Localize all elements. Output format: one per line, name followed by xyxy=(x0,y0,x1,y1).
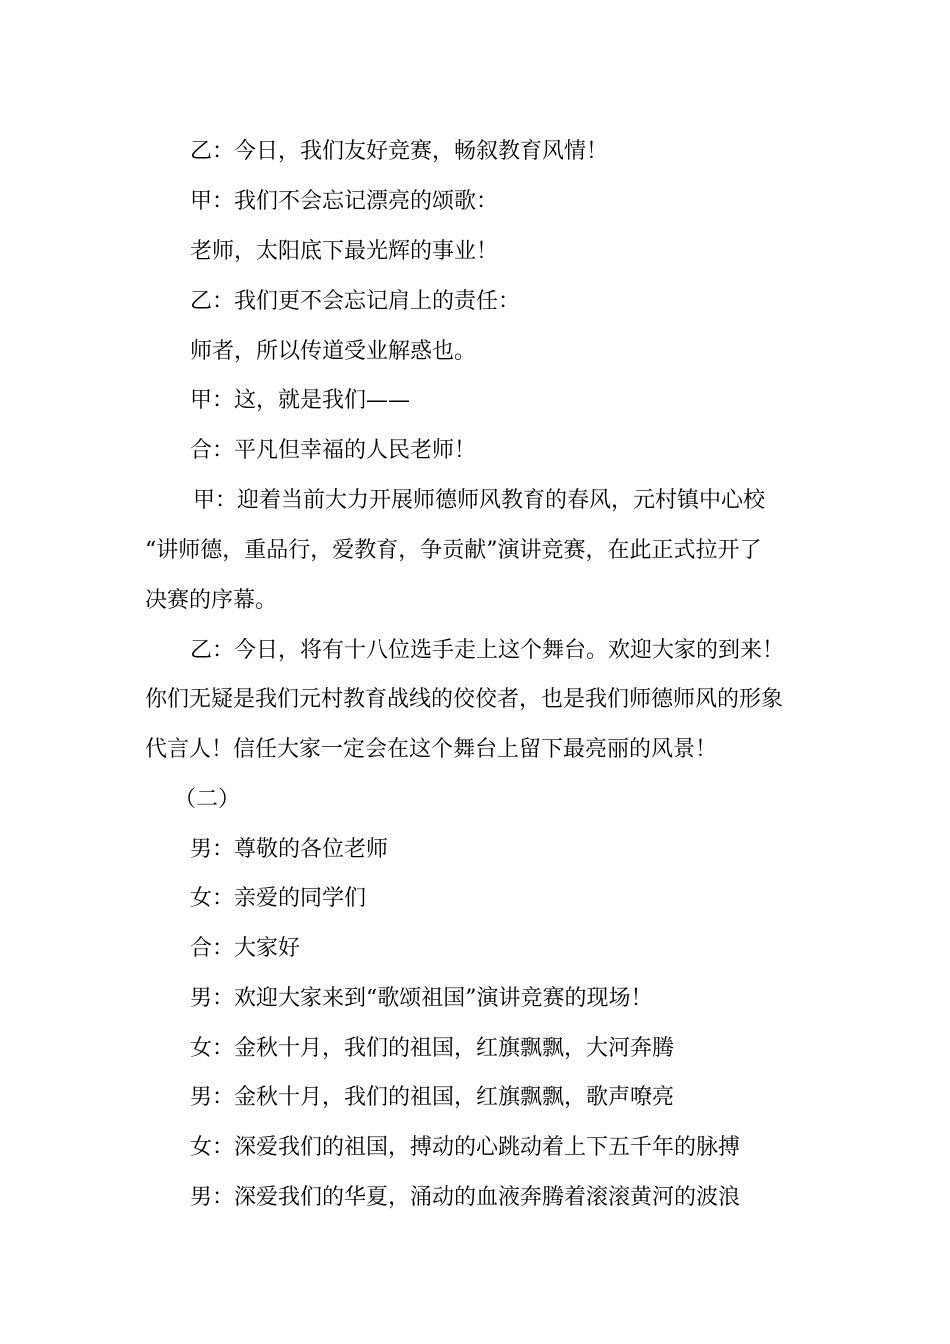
text-line: 师者，所以传道受业解惑也。 xyxy=(190,339,477,364)
text-line: 男：金秋十月，我们的祖国，红旗飘飘，歌声嘹亮 xyxy=(190,1085,675,1110)
text-line: 甲：我们不会忘记漂亮的颂歌： xyxy=(190,189,499,214)
text-line: 男：尊敬的各位老师 xyxy=(190,837,389,862)
text-line: 代言人！信任大家一定会在这个舞台上留下最亮丽的风景！ xyxy=(145,737,718,762)
text-line: 男：欢迎大家来到“歌颂祖国”演讲竞赛的现场！ xyxy=(190,986,653,1011)
text-line: 合：平凡但幸福的人民老师！ xyxy=(190,438,477,463)
text-line: 女：深爱我们的祖国，搏动的心跳动着上下五千年的脉搏 xyxy=(190,1135,741,1160)
text-line: 老师，太阳底下最光辉的事业！ xyxy=(190,239,499,264)
text-line: 乙：今日，我们友好竞赛，畅叙教育风情！ xyxy=(190,139,609,164)
text-line: 女：金秋十月，我们的祖国，红旗飘飘，大河奔腾 xyxy=(190,1036,675,1061)
section-heading: （二） xyxy=(174,787,241,812)
text-line: 女：亲爱的同学们 xyxy=(190,886,367,911)
text-line: 合：大家好 xyxy=(190,936,301,961)
text-line: 乙：今日，将有十八位选手走上这个舞台。欢迎大家的到来！ xyxy=(190,638,785,663)
text-line: “讲师德，重品行，爱教育，争贡献”演讲竞赛，在此正式拉开了 xyxy=(145,538,762,563)
text-line: 男：深爱我们的华夏，涌动的血液奔腾着滚滚黄河的波浪 xyxy=(190,1185,741,1210)
text-line: 决赛的序幕。 xyxy=(145,588,278,613)
text-line: 甲：这，就是我们—— xyxy=(190,388,411,413)
text-line: 你们无疑是我们元村教育战线的佼佼者，也是我们师德师风的形象 xyxy=(145,687,784,712)
text-line: 乙：我们更不会忘记肩上的责任： xyxy=(190,289,521,314)
text-line: 甲：迎着当前大力开展师德师风教育的春风，元村镇中心校 xyxy=(193,488,766,513)
